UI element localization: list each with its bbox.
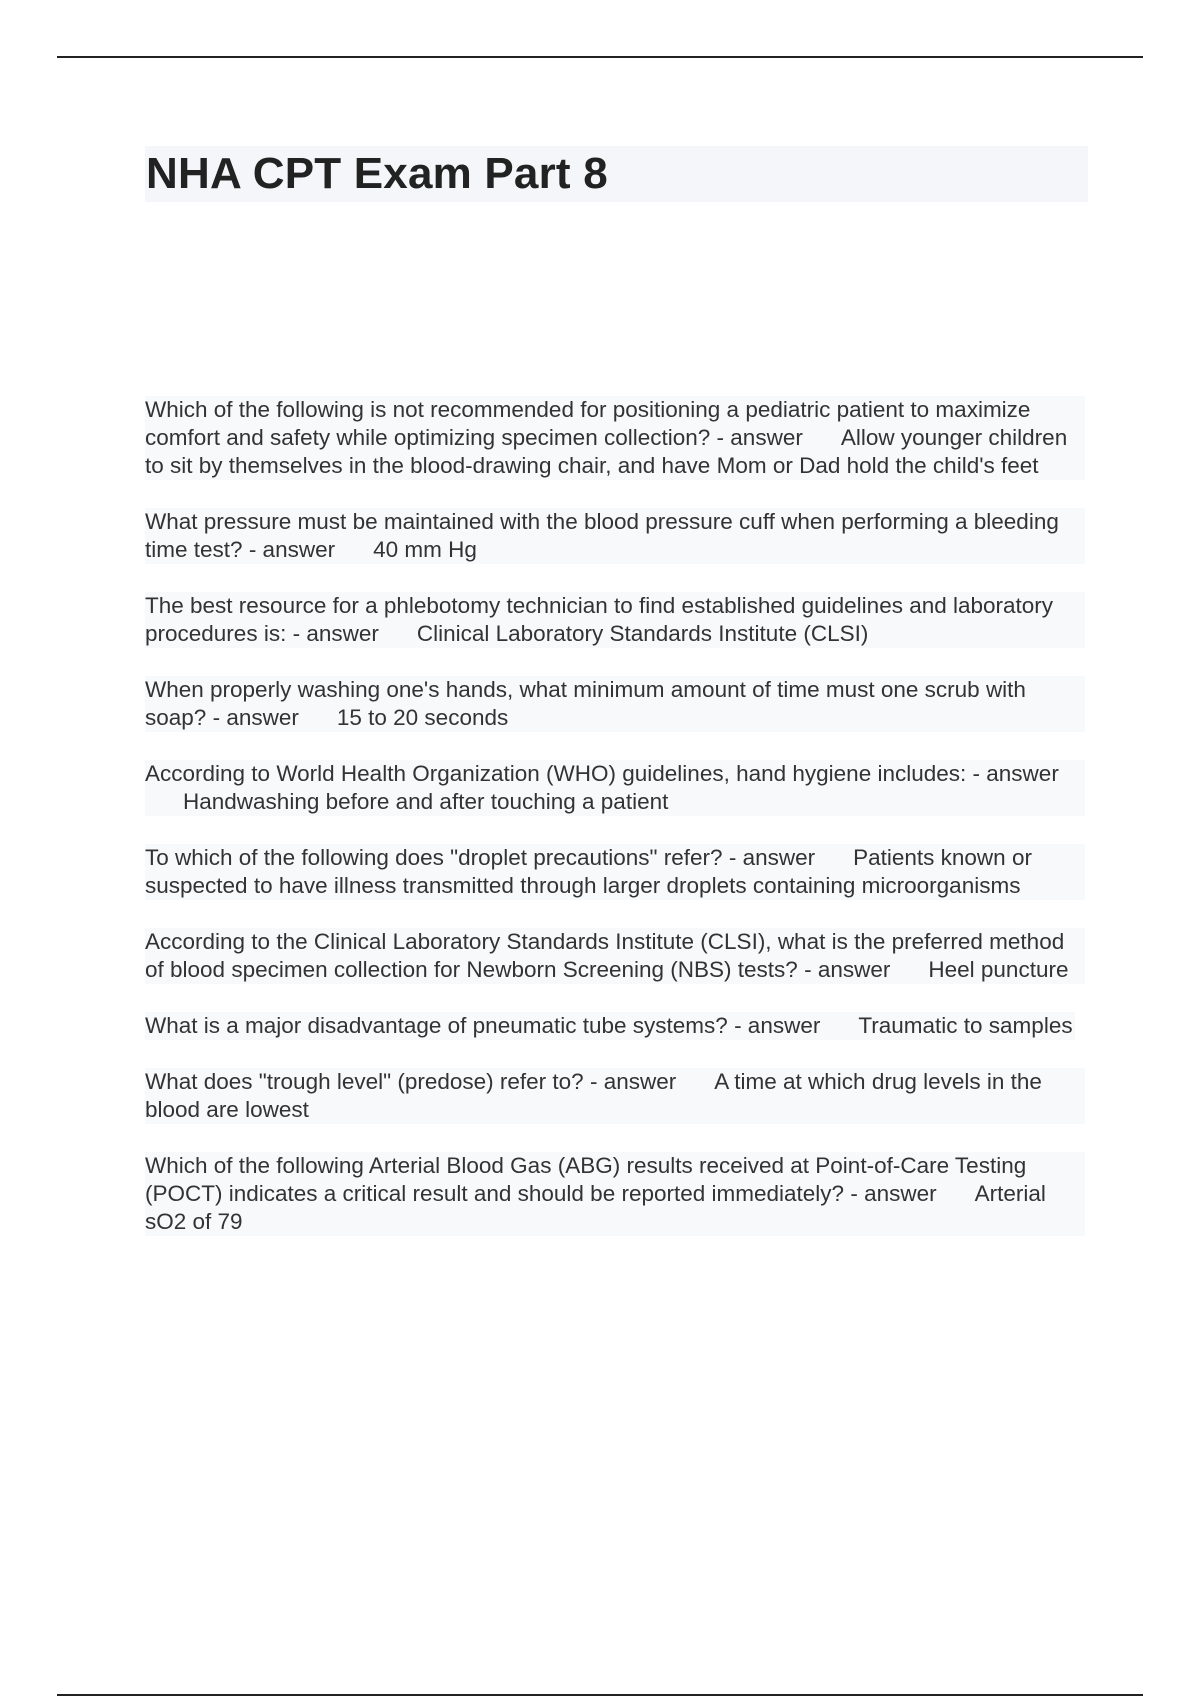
question-text: Which of the following is not recommended for positioning a pediatric patient to maximize comfort and safety while optimizing specimen collection? (145, 397, 1031, 450)
answer-separator: - answer (734, 1013, 821, 1038)
answer-text: Arterial sO2 of 79 (145, 1181, 1046, 1234)
qa-item (145, 396, 1085, 480)
question-text: The best resource for a phlebotomy technician to find established guidelines and laboratory procedures is: (145, 593, 1054, 646)
qa-item (145, 928, 1085, 984)
question-text: According to World Health Organization (WHO) guidelines, hand hygiene includes: (145, 761, 967, 786)
answer-text: Clinical Laboratory Standards Institute (CLSI) (416, 621, 869, 646)
answer-text: Heel puncture (928, 957, 1069, 982)
top-rule (57, 56, 1143, 58)
bottom-rule (57, 1694, 1143, 1696)
qa-item (145, 1068, 1085, 1124)
question-text: Which of the following Arterial Blood Gas (ABG) results received at Point-of-Care Testing (POCT) indicates a critical result and should be reported immediately? (145, 1153, 1027, 1206)
qa-item (145, 1152, 1085, 1236)
answer-text: A time at which drug levels in the blood are lowest (145, 1069, 1042, 1122)
qa-item (145, 1012, 1075, 1040)
question-text: What does "trough level" (predose) refer to? (145, 1069, 584, 1094)
answer-text: Traumatic to samples (858, 1013, 1073, 1038)
answer-text: Allow younger children to sit by themselves in the blood-drawing chair, and have Mom or Dad hold the child's feet (145, 425, 1068, 478)
answer-separator: - answer (728, 845, 816, 870)
answer-text: 40 mm Hg (373, 537, 477, 562)
qa-item (145, 844, 1085, 900)
answer-separator: - answer (850, 1181, 937, 1206)
qa-item (145, 676, 1085, 732)
qa-list (145, 396, 1085, 1264)
answer-separator: - answer (716, 425, 803, 450)
answer-separator: - answer (589, 1069, 677, 1094)
answer-separator: - answer (212, 705, 299, 730)
answer-separator: - answer (804, 957, 891, 982)
qa-item (145, 508, 1085, 564)
answer-text: 15 to 20 seconds (336, 705, 509, 730)
question-text: According to the Clinical Laboratory Standards Institute (CLSI), what is the preferred method of blood specimen collection for Newborn Screening (NBS) tests? (145, 929, 1065, 982)
answer-text: Handwashing before and after touching a patient (183, 789, 669, 814)
question-text: What pressure must be maintained with the blood pressure cuff when performing a bleeding time test? (145, 509, 1059, 562)
answer-separator: - answer (292, 621, 379, 646)
qa-item (145, 760, 1085, 816)
page-title: NHA CPT Exam Part 8 (146, 149, 608, 198)
question-text: What is a major disadvantage of pneumatic tube systems? (145, 1013, 728, 1038)
answer-separator: - answer (972, 761, 1059, 786)
answer-separator: - answer (248, 537, 336, 562)
question-text: When properly washing one's hands, what minimum amount of time must one scrub with soap? (145, 677, 1026, 730)
qa-item (145, 592, 1085, 648)
answer-text: Patients known or suspected to have illness transmitted through larger droplets containing microorganisms (145, 845, 1032, 898)
question-text: To which of the following does "droplet precautions" refer? (145, 845, 723, 870)
